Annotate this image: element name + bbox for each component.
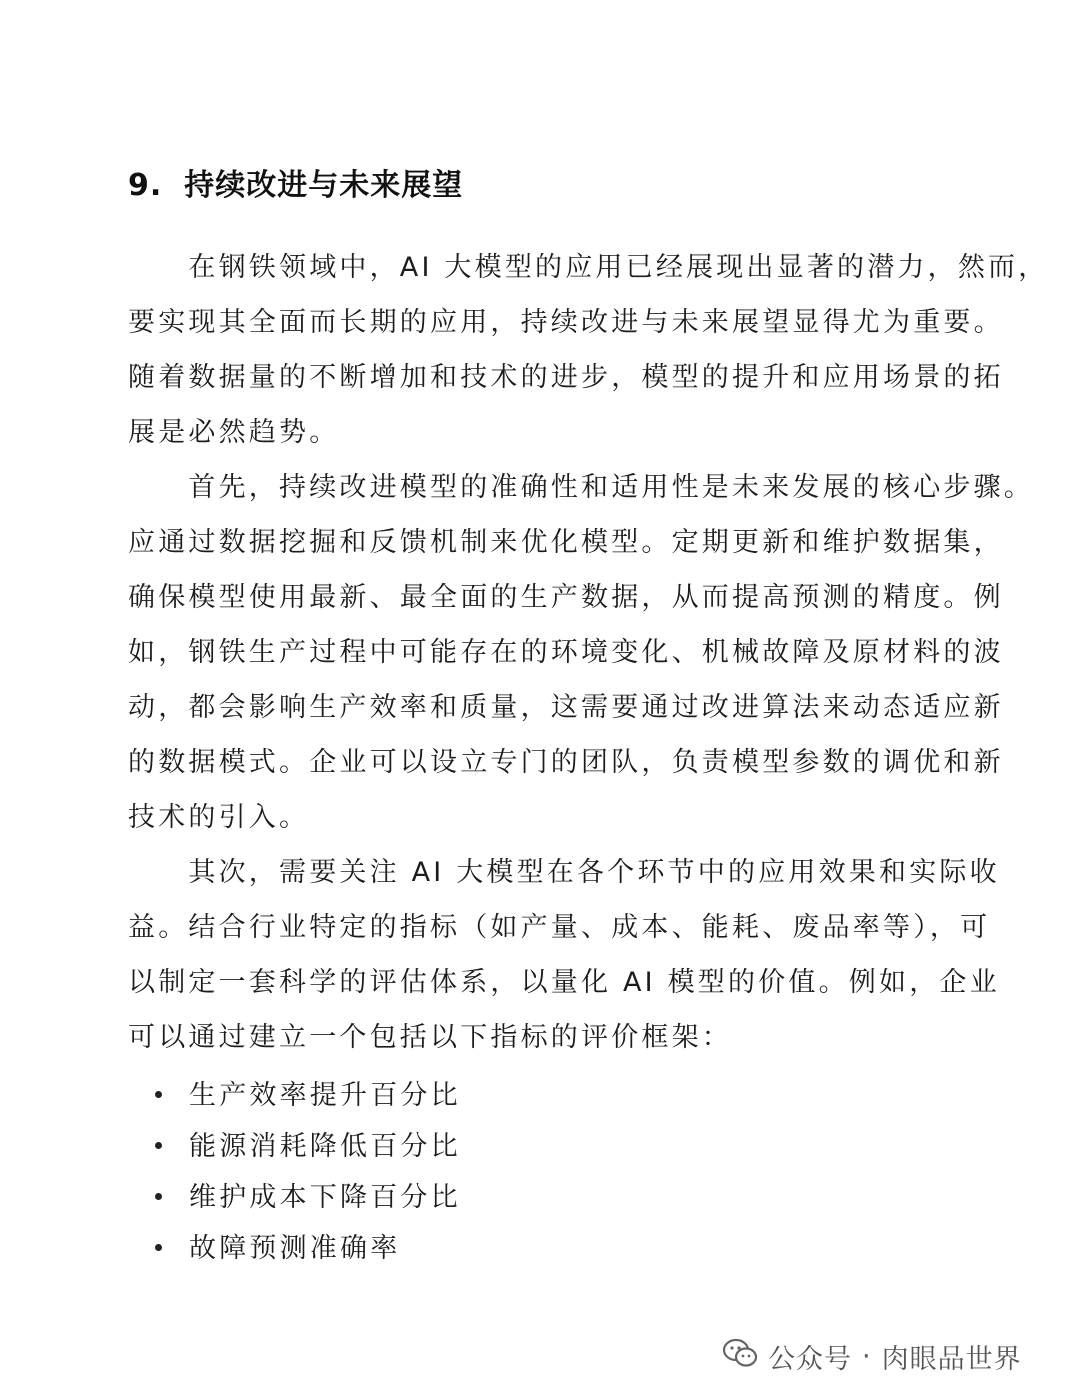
wechat-icon (722, 1337, 758, 1376)
paragraph-line: 可以通过建立一个包括以下指标的评价框架： (128, 1022, 732, 1053)
paragraph-line: 首先，持续改进模型的准确性和适用性是未来发展的核心步骤。 (128, 472, 1034, 503)
list-item (155, 1184, 461, 1211)
list-item (155, 1235, 400, 1262)
bullet-icon (155, 1142, 162, 1149)
section-number: 9. (128, 168, 163, 203)
watermark-label: 公众号 (768, 1343, 852, 1375)
bullet-icon (155, 1244, 162, 1251)
list-item-text: 维护成本下降百分比 (189, 1182, 461, 1213)
section-heading (128, 160, 463, 204)
paragraph-line: 益。结合行业特定的指标（如产量、成本、能耗、废品率等），可 (128, 912, 991, 943)
paragraph-line: 在钢铁领域中，AI 大模型的应用已经展现出显著的潜力，然而， (128, 252, 1049, 283)
paragraph-line: 确保模型使用最新、最全面的生产数据，从而提高预测的精度。例 (128, 582, 1004, 613)
bullet-icon (155, 1091, 162, 1098)
paragraph-line: 以制定一套科学的评估体系，以量化 AI 模型的价值。例如，企业 (128, 967, 1000, 998)
list-item-text: 能源消耗降低百分比 (189, 1131, 461, 1162)
paragraph-line: 技术的引入。 (128, 802, 310, 833)
section-title: 持续改进与未来展望 (184, 168, 464, 203)
paragraph-line: 的数据模式。企业可以设立专门的团队，负责模型参数的调优和新 (128, 747, 1004, 778)
paragraph-line: 应通过数据挖掘和反馈机制来优化模型。定期更新和维护数据集， (128, 527, 1004, 558)
paragraph-line: 如，钢铁生产过程中可能存在的环境变化、机械故障及原材料的波 (128, 637, 1004, 668)
watermark-separator: · (862, 1340, 872, 1372)
list-item-text: 故障预测准确率 (189, 1233, 401, 1264)
paragraph-line: 动，都会影响生产效率和质量，这需要通过改进算法来动态适应新 (128, 692, 1004, 723)
paragraph-line: 展是必然趋势。 (128, 417, 340, 448)
paragraph-line: 要实现其全面而长期的应用，持续改进与未来展望显得尤为重要。 (128, 307, 1004, 338)
list-item-text: 生产效率提升百分比 (189, 1080, 461, 1111)
bullet-icon (155, 1193, 162, 1200)
watermark (722, 1336, 1022, 1376)
list-item (155, 1133, 461, 1160)
watermark-account: 肉眼品世界 (881, 1343, 1022, 1375)
paragraph-line: 随着数据量的不断增加和技术的进步，模型的提升和应用场景的拓 (128, 362, 1004, 393)
paragraph-line: 其次，需要关注 AI 大模型在各个环节中的应用效果和实际收 (128, 857, 1000, 888)
list-item (155, 1082, 461, 1109)
